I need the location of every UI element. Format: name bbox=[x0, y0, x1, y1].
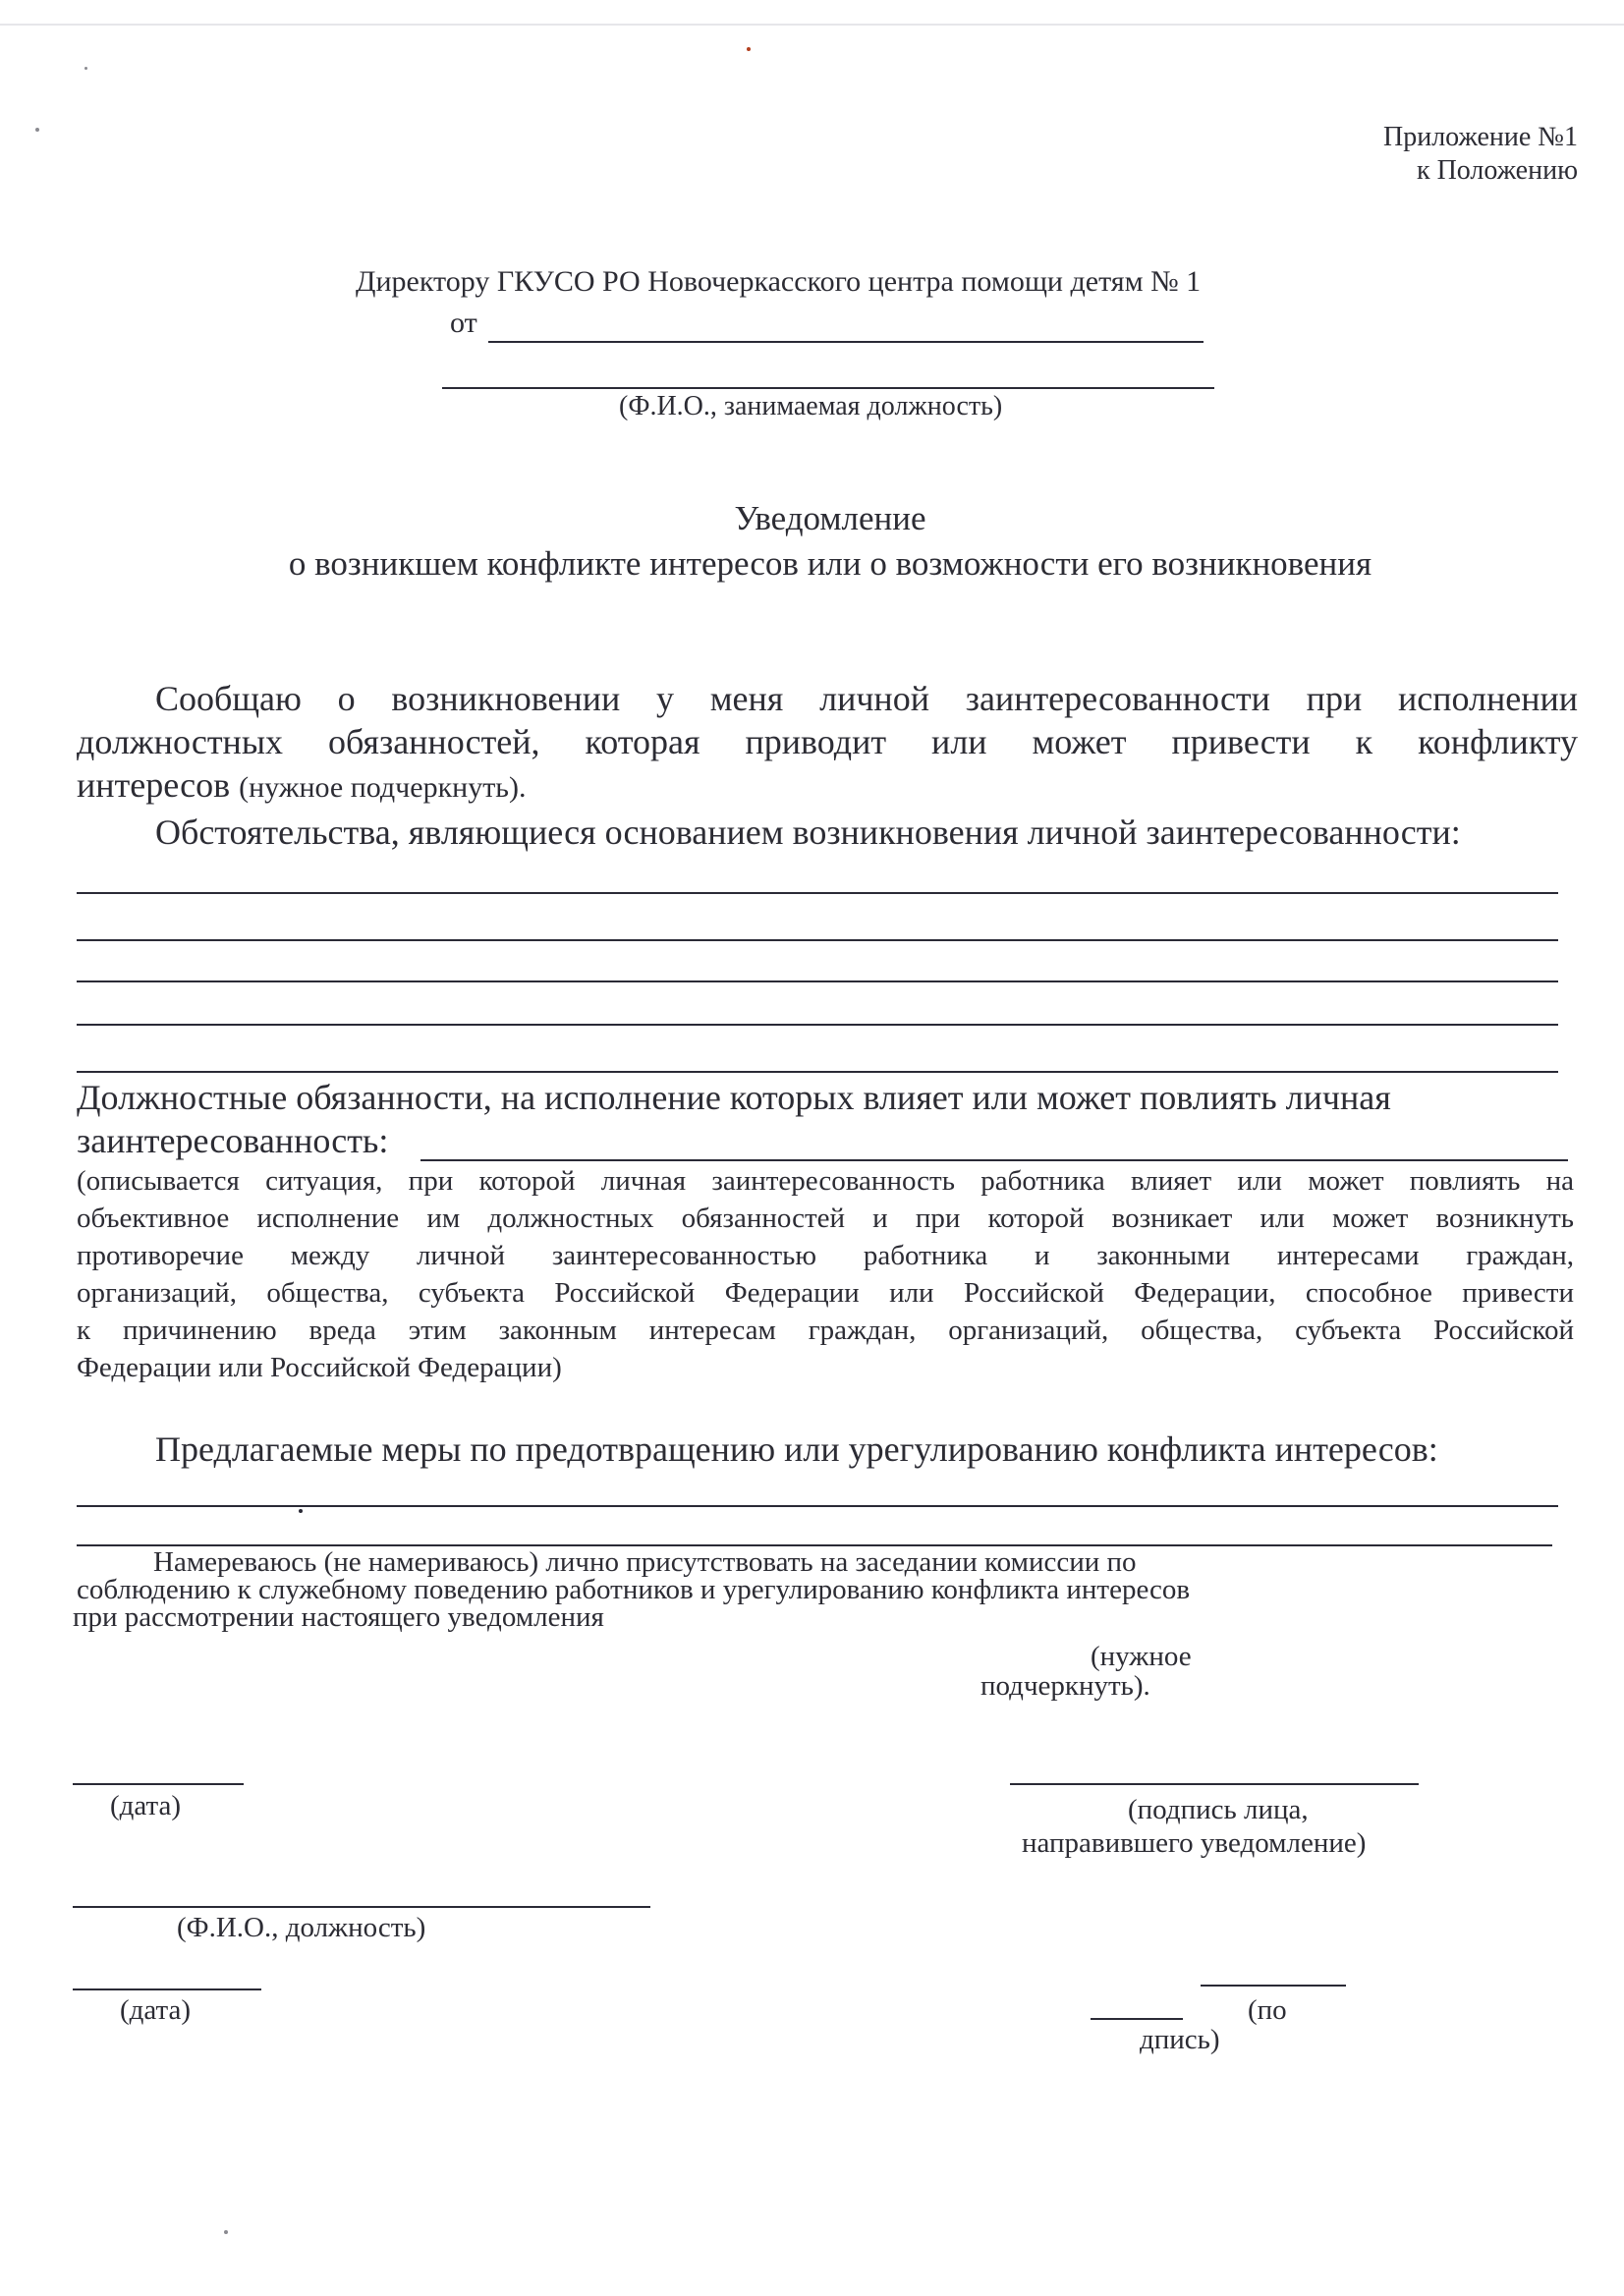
appendix-number: Приложение №1 bbox=[1383, 122, 1578, 152]
signature-short-caption-2: дпись) bbox=[1140, 2024, 1220, 2055]
circumstances-field-line-4[interactable] bbox=[77, 1024, 1558, 1026]
intent-line-3: при рассмотрении настоящего уведомления bbox=[73, 1601, 604, 1633]
signature-field-1[interactable] bbox=[1010, 1783, 1419, 1785]
duties-field[interactable] bbox=[420, 1159, 1568, 1161]
fio-position-field[interactable] bbox=[73, 1906, 650, 1908]
fio-position-caption: (Ф.И.О., должность) bbox=[177, 1912, 426, 1943]
scan-speck bbox=[224, 2230, 228, 2234]
signature-field-2a[interactable] bbox=[1201, 1985, 1346, 1987]
scan-speck bbox=[747, 47, 751, 51]
signature-field-2b[interactable] bbox=[1091, 2018, 1183, 2020]
duties-label-line-2: заинтересованность: bbox=[77, 1121, 389, 1160]
scan-speck bbox=[35, 128, 39, 132]
circumstances-field-line-1[interactable] bbox=[77, 892, 1558, 894]
signature-caption-line-1: (подпись лица, bbox=[1128, 1794, 1309, 1825]
date-caption-1: (дата) bbox=[110, 1790, 182, 1821]
intent-line-1: Намереваюсь (не намериваюсь) лично присутствовать на заседании комиссии по bbox=[153, 1546, 1137, 1578]
statement-line-3 bbox=[77, 764, 526, 806]
document-title: Уведомление bbox=[734, 499, 926, 537]
circumstances-field-line-3[interactable] bbox=[77, 980, 1558, 982]
duties-explanation-line-1: (описывается ситуация, при которой личная заинтересованность работника влияет или может повлиять на bbox=[77, 1165, 1574, 1197]
from-name-field[interactable] bbox=[488, 341, 1204, 343]
measures-field-line-1[interactable] bbox=[77, 1505, 1558, 1507]
statement-interests: интересов bbox=[77, 765, 231, 805]
intent-note-1: (нужное bbox=[1091, 1641, 1192, 1672]
signature-short-caption-1: (по bbox=[1248, 1994, 1287, 2026]
duties-explanation-line-4: организаций, общества, субъекта Российской Федерации или Российской Федерации, способное привести bbox=[77, 1277, 1574, 1309]
duties-explanation-line-5: к причинению вреда этим законным интересам граждан, организаций, общества, субъекта Российской bbox=[77, 1315, 1574, 1346]
duties-explanation-line-3: противоречие между личной заинтересованностью работника и законными интересами граждан, bbox=[77, 1240, 1574, 1271]
intent-note-2: подчеркнуть). bbox=[980, 1670, 1150, 1702]
scan-speck bbox=[299, 1509, 303, 1513]
circumstances-field-line-2[interactable] bbox=[77, 939, 1558, 941]
measures-label: Предлагаемые меры по предотвращению или урегулированию конфликта интересов: bbox=[155, 1429, 1438, 1469]
date-field-1[interactable] bbox=[73, 1783, 244, 1785]
date-field-2[interactable] bbox=[73, 1988, 261, 1990]
document-subtitle: о возникшем конфликте интересов или о возможности его возникновения bbox=[288, 544, 1372, 583]
appendix-to-regulation: к Положению bbox=[1416, 155, 1578, 186]
statement-line-2: должностных обязанностей, которая приводит или может привести к конфликту bbox=[77, 722, 1578, 761]
circumstances-field-line-5[interactable] bbox=[77, 1071, 1558, 1073]
intent-line-2: соблюдению к служебному поведению работников и урегулированию конфликта интересов bbox=[77, 1574, 1191, 1605]
from-label: от bbox=[450, 307, 477, 339]
date-caption-2: (дата) bbox=[120, 1994, 192, 2026]
from-position-field[interactable] bbox=[442, 387, 1214, 389]
circumstances-label: Обстоятельства, являющиеся основанием возникновения личной заинтересованности: bbox=[155, 812, 1461, 852]
duties-explanation-line-2: объективное исполнение им должностных обязанностей и при которой возникает или может возникнуть bbox=[77, 1203, 1574, 1234]
scan-speck bbox=[84, 67, 87, 70]
duties-label-line-1: Должностные обязанности, на исполнение которых влияет или может повлиять личная bbox=[77, 1078, 1391, 1117]
fio-caption: (Ф.И.О., занимаемая должность) bbox=[619, 391, 1003, 421]
addressee-to: Директору ГКУСО РО Новочеркасского центра помощи детям № 1 bbox=[356, 265, 1202, 298]
statement-line-1: Сообщаю о возникновении у меня личной заинтересованности при исполнении bbox=[155, 679, 1578, 718]
scan-top-edge bbox=[0, 24, 1624, 26]
duties-explanation-line-6: Федерации или Российской Федерации) bbox=[77, 1352, 562, 1383]
statement-underline-note: (нужное подчеркнуть). bbox=[239, 771, 527, 804]
signature-caption-line-2: направившего уведомление) bbox=[1022, 1827, 1367, 1859]
